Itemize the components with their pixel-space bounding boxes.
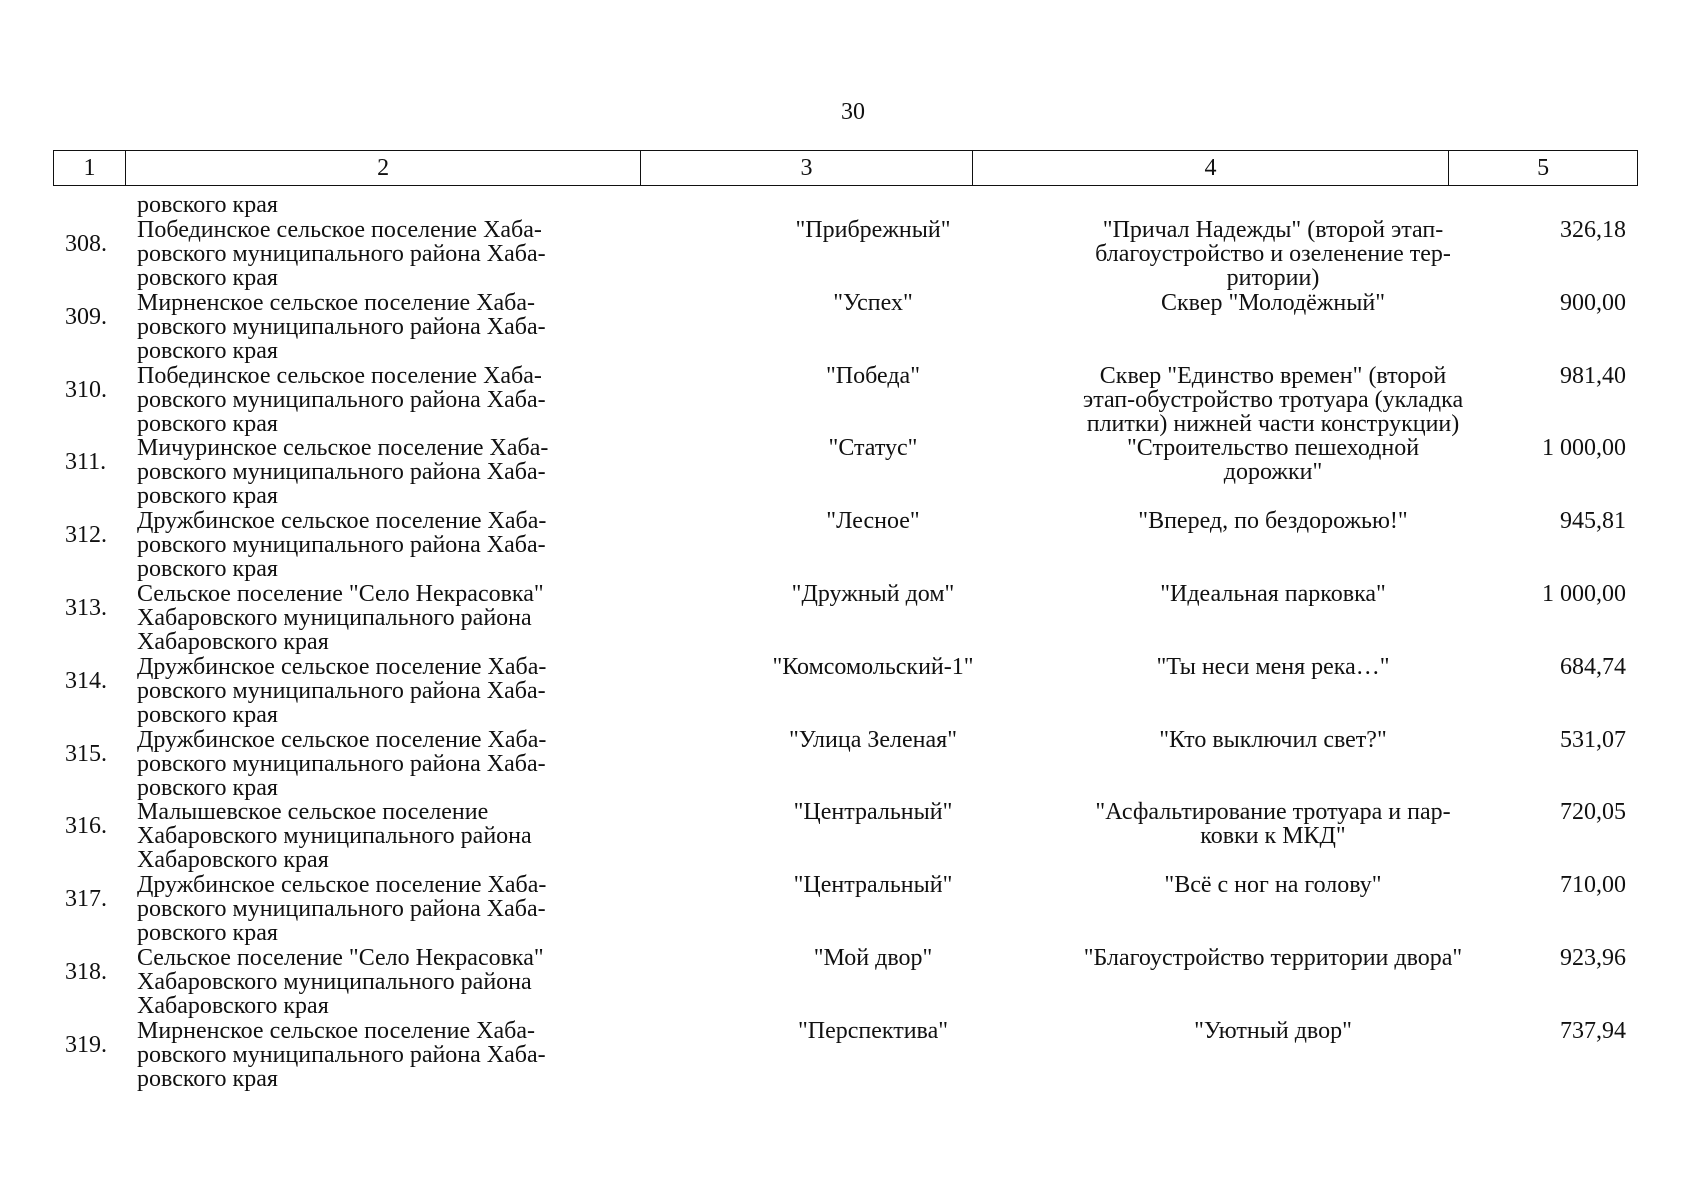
row-number: 313. bbox=[65, 595, 107, 621]
settlement-name: Дружбинское сельское поселение Хаба- ровского муниципального района Хаба- ровского края bbox=[137, 726, 547, 801]
table-row bbox=[53, 873, 1638, 945]
team-name: "Статус" bbox=[828, 435, 918, 462]
table-row bbox=[53, 509, 1638, 581]
table-row bbox=[53, 655, 1638, 727]
settlement-name: Дружбинское сельское поселение Хаба- ровского муниципального района Хаба- ровского края bbox=[137, 508, 547, 583]
table-row bbox=[53, 1019, 1638, 1091]
amount: 710,00 bbox=[1560, 872, 1626, 899]
project-name: Сквер "Единство времен" (второй этап-обустройство тротуара (укладка плитки) нижней части конструкции) bbox=[1082, 362, 1464, 437]
project-name: "Благоустройство территории двора" bbox=[1083, 945, 1463, 971]
project-name: "Всё с ног на голову" bbox=[1164, 872, 1382, 899]
settlement-name: Сельское поселение "Село Некрасовка" Хабаровского муниципального района Хабаровского края bbox=[137, 945, 544, 1019]
amount: 1 000,00 bbox=[1542, 581, 1626, 607]
row-number: 314. bbox=[65, 667, 107, 694]
row-number: 317. bbox=[65, 886, 107, 913]
project-name: "Причал Надежды" (второй этап- благоустройство и озеленение тер- ритории) bbox=[1095, 217, 1451, 291]
continued-text: ровского края bbox=[137, 192, 278, 218]
settlement-name: Побединское сельское поселение Хаба- ровского муниципального района Хаба- ровского края bbox=[137, 362, 546, 437]
amount: 326,18 bbox=[1560, 217, 1626, 243]
team-name: "Улица Зеленая" bbox=[788, 726, 958, 753]
row-number: 308. bbox=[65, 231, 107, 257]
amount: 720,05 bbox=[1560, 799, 1626, 826]
table-row bbox=[53, 582, 1638, 654]
table-header bbox=[53, 150, 1638, 186]
table-row bbox=[53, 946, 1638, 1018]
settlement-name: Мирненское сельское поселение Хаба- ровского муниципального района Хаба- ровского края bbox=[137, 1017, 546, 1092]
team-name: "Центральный" bbox=[793, 872, 953, 899]
settlement-name: Мичуринское сельское поселение Хаба- ровского муниципального района Хаба- ровского края bbox=[137, 435, 549, 510]
team-name: "Центральный" bbox=[793, 799, 953, 826]
table-row bbox=[53, 218, 1638, 290]
row-number: 315. bbox=[65, 740, 107, 767]
row-number: 312. bbox=[65, 522, 107, 549]
project-name: "Идеальная парковка" bbox=[1160, 581, 1386, 607]
team-name: "Прибрежный" bbox=[795, 217, 951, 243]
project-name: "Кто выключил свет?" bbox=[1159, 726, 1387, 753]
team-name: "Победа" bbox=[825, 362, 921, 389]
settlement-name: Сельское поселение "Село Некрасовка" Хабаровского муниципального района Хабаровского края bbox=[137, 581, 544, 655]
project-name: "Ты неси меня река…" bbox=[1156, 653, 1390, 680]
row-number: 316. bbox=[65, 813, 107, 840]
header-col-5: 5 bbox=[1537, 155, 1550, 181]
table-row bbox=[53, 291, 1638, 363]
table-row bbox=[53, 728, 1638, 800]
team-name: "Дружный дом" bbox=[791, 581, 955, 607]
project-name: "Уютный двор" bbox=[1194, 1017, 1352, 1044]
row-number: 311. bbox=[65, 449, 107, 476]
header-col-4: 4 bbox=[973, 151, 1449, 185]
team-name: "Мой двор" bbox=[813, 945, 933, 971]
settlement-name: Дружбинское сельское поселение Хаба- ровского муниципального района Хаба- ровского края bbox=[137, 872, 547, 947]
row-number: 309. bbox=[65, 303, 107, 330]
table-row bbox=[53, 436, 1638, 508]
project-name: "Вперед, по бездорожью!" bbox=[1138, 508, 1408, 535]
amount: 1 000,00 bbox=[1542, 435, 1626, 462]
settlement-name: Малышевское сельское поселение Хабаровского муниципального района Хабаровского края bbox=[137, 799, 532, 874]
row-number: 318. bbox=[65, 959, 107, 985]
settlement-name: Дружбинское сельское поселение Хаба- ровского муниципального района Хаба- ровского края bbox=[137, 653, 547, 728]
amount: 900,00 bbox=[1560, 289, 1626, 316]
header-col-3: 3 bbox=[641, 151, 973, 185]
team-name: "Успех" bbox=[833, 289, 913, 316]
table-row bbox=[53, 364, 1638, 436]
project-name: "Строительство пешеходной дорожки" bbox=[1126, 435, 1420, 486]
team-name: "Комсомольский-1" bbox=[772, 653, 974, 680]
header-col-2: 2 bbox=[126, 151, 641, 185]
amount: 923,96 bbox=[1560, 945, 1626, 971]
page-number: 30 bbox=[841, 99, 865, 125]
amount: 981,40 bbox=[1560, 362, 1626, 389]
team-name: "Лесное" bbox=[826, 508, 920, 535]
row-number: 310. bbox=[65, 376, 107, 403]
header-col-1: 1 bbox=[54, 151, 126, 185]
settlement-name: Мирненское сельское поселение Хаба- ровского муниципального района Хаба- ровского края bbox=[137, 289, 546, 364]
project-name: "Асфальтирование тротуара и пар- ковки к МКД" bbox=[1095, 799, 1451, 850]
amount: 737,94 bbox=[1560, 1017, 1626, 1044]
settlement-name: Побединское сельское поселение Хаба- ровского муниципального района Хаба- ровского края bbox=[137, 217, 546, 291]
team-name: "Перспектива" bbox=[797, 1017, 949, 1044]
amount: 684,74 bbox=[1560, 653, 1626, 680]
row-number: 319. bbox=[65, 1031, 107, 1058]
project-name: Сквер "Молодёжный" bbox=[1160, 289, 1386, 316]
table-row bbox=[53, 800, 1638, 872]
amount: 945,81 bbox=[1560, 508, 1626, 535]
amount: 531,07 bbox=[1560, 726, 1626, 753]
